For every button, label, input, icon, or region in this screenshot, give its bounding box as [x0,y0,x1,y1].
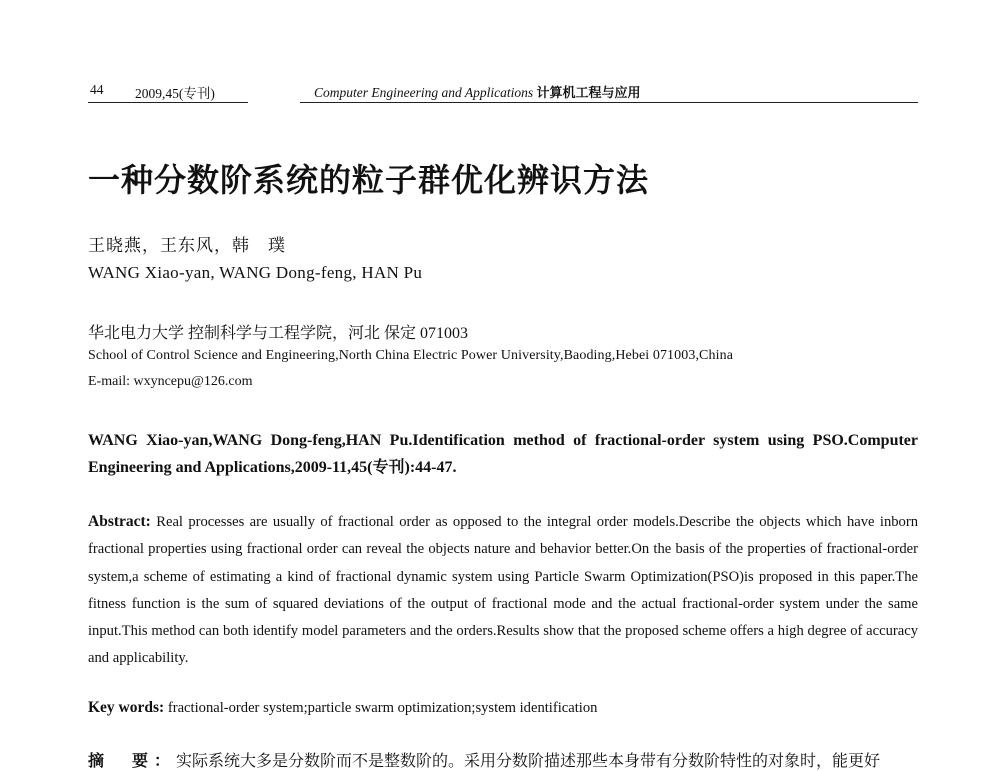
keywords-label: Key words: [88,699,165,716]
author-email: E-mail: wxyncepu@126.com [88,374,253,389]
authors-cn: 王晓燕，王东风，韩 璞 [88,236,286,255]
journal-name-cn: 计算机工程与应用 [536,86,641,101]
header-rule-right [300,102,918,103]
paper-title: 一种分数阶系统的粒子群优化辨识方法 [88,161,650,199]
affiliation-cn: 华北电力大学 控制科学与工程学院，河北 保定 071003 [88,325,469,342]
issue-info: 2009,45(专刊) [135,86,215,101]
abstract-cn-label: 摘 要： [88,751,177,770]
abstract-text: Real processes are usually of fractional order as opposed to the integral order models.Describe the objects which have inborn fractional properties using fractional order can reveal the objects nature and behavior better.On the basis of the properties of fractional-order system,a scheme of estimating a kind of fractional dynamic system using Particle Swarm Optimization(PSO)is proposed in this paper.The fitness function is the sum of squared deviations of the output of fractional mode and the actual fractional-order system under the same input.This method can both identify model parameters and the orders.Results show that the proposed scheme offers a high degree of accuracy and applicability. [88,514,918,667]
keywords-text: fractional-order system;particle swarm optimization;system identification [167,700,598,716]
keywords [88,697,918,719]
abstract-cn-text: 实际系统大多是分数阶而不是整数阶的。采用分数阶描述那些本身带有分数阶特性的对象时，能更好 [176,751,881,770]
journal-name [314,82,641,101]
running-header [88,82,918,104]
citation: WANG Xiao-yan,WANG Dong-feng,HAN Pu.Identification method of fractional-order system using PSO.Computer Engineering and Applications,2009-11,45(专刊):44-47. [88,432,918,476]
header-rule-left [88,102,248,103]
journal-name-en: Computer Engineering and Applications [314,85,534,100]
page-number: 44 [90,82,104,97]
affiliation-en: School of Control Science and Engineering,North China Electric Power University,Baoding,Hebei 071003,China [88,348,734,363]
abstract [88,508,918,673]
abstract-label: Abstract: [88,513,151,530]
authors-en: WANG Xiao-yan, WANG Dong-feng, HAN Pu [88,263,423,282]
